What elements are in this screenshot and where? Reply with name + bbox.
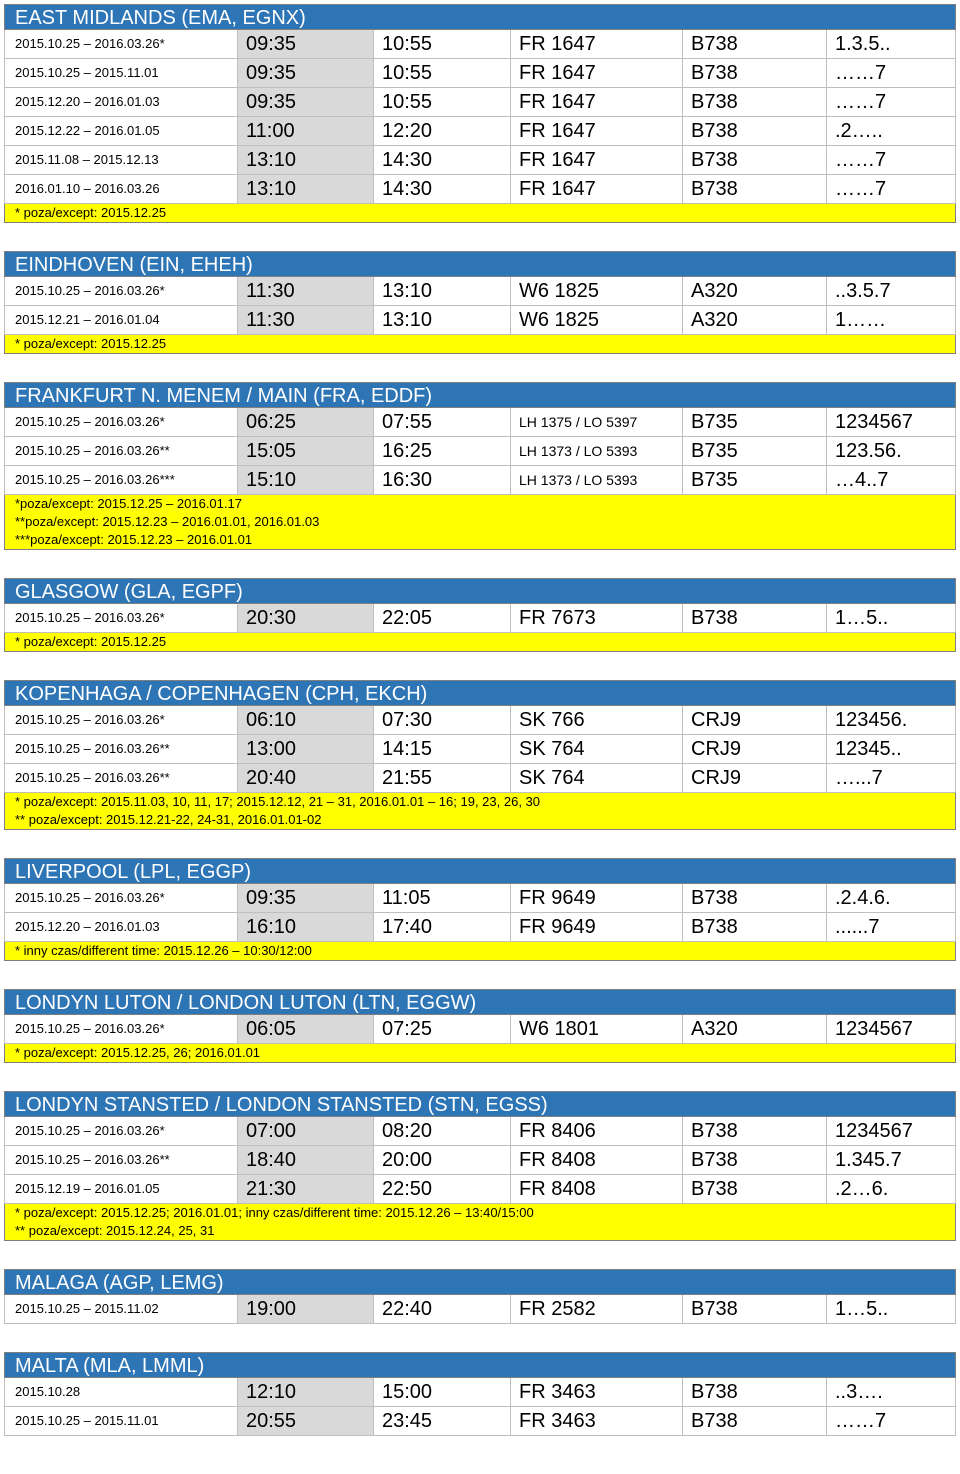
arrival-time-cell: 07:30 (374, 706, 511, 734)
flight-row (4, 764, 956, 793)
date-range-cell: 2015.10.25 – 2016.03.26* (4, 884, 238, 912)
flight-number-cell: SK 764 (511, 764, 683, 792)
flight-number-cell: LH 1375 / LO 5397 (511, 408, 683, 436)
departure-time-cell: 06:25 (238, 408, 374, 436)
aircraft-type-cell: CRJ9 (683, 706, 827, 734)
destination-section (4, 251, 956, 354)
exception-line: * poza/except: 2015.12.25; 2016.01.01; inny czas/different time: 2015.12.26 – 13:40/15:00 (15, 1205, 534, 1220)
destination-section (4, 1352, 956, 1436)
aircraft-type-cell: B738 (683, 30, 827, 58)
arrival-time-cell: 22:40 (374, 1295, 511, 1323)
arrival-time-cell: 10:55 (374, 30, 511, 58)
flight-row (4, 1378, 956, 1407)
flight-number-cell: FR 8408 (511, 1175, 683, 1203)
arrival-time-cell: 11:05 (374, 884, 511, 912)
flight-row (4, 1015, 956, 1044)
operating-days-cell: ......7 (827, 913, 956, 941)
arrival-time-cell: 22:05 (374, 604, 511, 632)
date-range-cell: 2015.10.25 – 2015.11.02 (4, 1295, 238, 1323)
arrival-time-cell: 10:55 (374, 88, 511, 116)
flight-number-cell: FR 1647 (511, 30, 683, 58)
operating-days-cell: 123.56. (827, 437, 956, 465)
destination-section (4, 858, 956, 961)
arrival-time-cell: 10:55 (374, 59, 511, 87)
arrival-time-cell: 08:20 (374, 1117, 511, 1145)
aircraft-type-cell: B738 (683, 88, 827, 116)
arrival-time-cell: 13:10 (374, 277, 511, 305)
departure-time-cell: 11:30 (238, 306, 374, 334)
flight-number-cell: FR 1647 (511, 175, 683, 203)
exception-line: * poza/except: 2015.12.25, 26; 2016.01.01 (15, 1045, 261, 1060)
aircraft-type-cell: B738 (683, 117, 827, 145)
date-range-cell: 2015.12.19 – 2016.01.05 (4, 1175, 238, 1203)
departure-time-cell: 06:10 (238, 706, 374, 734)
aircraft-type-cell: B738 (683, 146, 827, 174)
operating-days-cell: .2.4.6. (827, 884, 956, 912)
destination-header: EAST MIDLANDS (EMA, EGNX) (4, 4, 956, 30)
flight-number-cell: FR 1647 (511, 88, 683, 116)
departure-time-cell: 20:30 (238, 604, 374, 632)
flight-number-cell: FR 8408 (511, 1146, 683, 1174)
flight-number-cell: FR 9649 (511, 913, 683, 941)
date-range-cell: 2015.10.25 – 2016.03.26* (4, 408, 238, 436)
date-range-cell: 2015.10.25 – 2016.03.26* (4, 604, 238, 632)
aircraft-type-cell: B738 (683, 913, 827, 941)
flight-row (4, 884, 956, 913)
flight-row (4, 117, 956, 146)
flight-row (4, 277, 956, 306)
aircraft-type-cell: B738 (683, 1378, 827, 1406)
flight-row (4, 408, 956, 437)
departure-time-cell: 16:10 (238, 913, 374, 941)
arrival-time-cell: 14:30 (374, 175, 511, 203)
date-range-cell: 2015.12.20 – 2016.01.03 (4, 913, 238, 941)
date-range-cell: 2015.10.25 – 2016.03.26* (4, 1117, 238, 1145)
operating-days-cell: 1…5.. (827, 1295, 956, 1323)
aircraft-type-cell: B735 (683, 466, 827, 494)
aircraft-type-cell: CRJ9 (683, 764, 827, 792)
flight-number-cell: FR 1647 (511, 59, 683, 87)
exceptions-note (4, 495, 956, 550)
aircraft-type-cell: B738 (683, 1407, 827, 1435)
flight-number-cell: LH 1373 / LO 5393 (511, 437, 683, 465)
date-range-cell: 2015.12.22 – 2016.01.05 (4, 117, 238, 145)
operating-days-cell: …4..7 (827, 466, 956, 494)
flight-number-cell: W6 1801 (511, 1015, 683, 1043)
departure-time-cell: 21:30 (238, 1175, 374, 1203)
exception-line: * inny czas/different time: 2015.12.26 – 10:30/12:00 (15, 943, 312, 958)
date-range-cell: 2015.10.25 – 2016.03.26* (4, 30, 238, 58)
exception-line: *poza/except: 2015.12.25 – 2016.01.17 (15, 496, 242, 511)
arrival-time-cell: 07:25 (374, 1015, 511, 1043)
departure-time-cell: 09:35 (238, 884, 374, 912)
arrival-time-cell: 16:30 (374, 466, 511, 494)
arrival-time-cell: 22:50 (374, 1175, 511, 1203)
aircraft-type-cell: CRJ9 (683, 735, 827, 763)
flight-row (4, 1407, 956, 1436)
arrival-time-cell: 20:00 (374, 1146, 511, 1174)
exceptions-note (4, 633, 956, 652)
flight-row (4, 706, 956, 735)
date-range-cell: 2015.10.25 – 2016.03.26** (4, 437, 238, 465)
arrival-time-cell: 15:00 (374, 1378, 511, 1406)
destination-section (4, 1091, 956, 1241)
flight-row (4, 1146, 956, 1175)
arrival-time-cell: 14:30 (374, 146, 511, 174)
flight-number-cell: W6 1825 (511, 306, 683, 334)
date-range-cell: 2016.01.10 – 2016.03.26 (4, 175, 238, 203)
operating-days-cell: ..3.5.7 (827, 277, 956, 305)
flight-row (4, 735, 956, 764)
flight-row (4, 913, 956, 942)
arrival-time-cell: 13:10 (374, 306, 511, 334)
arrival-time-cell: 12:20 (374, 117, 511, 145)
departure-time-cell: 20:55 (238, 1407, 374, 1435)
destination-section (4, 680, 956, 830)
flight-row (4, 175, 956, 204)
departure-time-cell: 12:10 (238, 1378, 374, 1406)
flight-schedule (4, 4, 956, 1464)
flight-row (4, 604, 956, 633)
operating-days-cell: 1234567 (827, 408, 956, 436)
flight-row (4, 88, 956, 117)
flight-row (4, 1175, 956, 1204)
exception-line: ** poza/except: 2015.12.24, 25, 31 (15, 1223, 215, 1238)
date-range-cell: 2015.10.25 – 2015.11.01 (4, 59, 238, 87)
exceptions-note (4, 942, 956, 961)
operating-days-cell: ……7 (827, 146, 956, 174)
arrival-time-cell: 16:25 (374, 437, 511, 465)
destination-header: LONDYN STANSTED / LONDON STANSTED (STN, EGSS) (4, 1091, 956, 1117)
flight-row (4, 1117, 956, 1146)
exception-line: ** poza/except: 2015.12.21-22, 24-31, 2016.01.01-02 (15, 812, 322, 827)
operating-days-cell: 1234567 (827, 1015, 956, 1043)
departure-time-cell: 06:05 (238, 1015, 374, 1043)
departure-time-cell: 07:00 (238, 1117, 374, 1145)
destination-header: MALTA (MLA, LMML) (4, 1352, 956, 1378)
aircraft-type-cell: B738 (683, 175, 827, 203)
flight-number-cell: SK 764 (511, 735, 683, 763)
flight-row (4, 1295, 956, 1324)
departure-time-cell: 09:35 (238, 30, 374, 58)
aircraft-type-cell: B738 (683, 604, 827, 632)
arrival-time-cell: 17:40 (374, 913, 511, 941)
aircraft-type-cell: B738 (683, 1146, 827, 1174)
operating-days-cell: 1.345.7 (827, 1146, 956, 1174)
date-range-cell: 2015.10.25 – 2016.03.26* (4, 706, 238, 734)
date-range-cell: 2015.10.25 – 2016.03.26*** (4, 466, 238, 494)
aircraft-type-cell: B738 (683, 1175, 827, 1203)
date-range-cell: 2015.10.28 (4, 1378, 238, 1406)
date-range-cell: 2015.12.20 – 2016.01.03 (4, 88, 238, 116)
operating-days-cell: ..3…. (827, 1378, 956, 1406)
date-range-cell: 2015.12.21 – 2016.01.04 (4, 306, 238, 334)
exception-line: * poza/except: 2015.12.25 (15, 634, 167, 649)
arrival-time-cell: 23:45 (374, 1407, 511, 1435)
date-range-cell: 2015.10.25 – 2016.03.26** (4, 735, 238, 763)
aircraft-type-cell: B738 (683, 59, 827, 87)
date-range-cell: 2015.11.08 – 2015.12.13 (4, 146, 238, 174)
operating-days-cell: 1…… (827, 306, 956, 334)
aircraft-type-cell: B738 (683, 1295, 827, 1323)
flight-row (4, 59, 956, 88)
exception-line: * poza/except: 2015.11.03, 10, 11, 17; 2015.12.12, 21 – 31, 2016.01.01 – 16; 19, 23, 26, 30 (15, 794, 541, 809)
flight-number-cell: FR 1647 (511, 117, 683, 145)
aircraft-type-cell: B738 (683, 1117, 827, 1145)
flight-number-cell: W6 1825 (511, 277, 683, 305)
departure-time-cell: 13:10 (238, 175, 374, 203)
exceptions-note (4, 1204, 956, 1241)
exceptions-note (4, 204, 956, 223)
arrival-time-cell: 21:55 (374, 764, 511, 792)
flight-number-cell: FR 7673 (511, 604, 683, 632)
flight-number-cell: FR 3463 (511, 1407, 683, 1435)
operating-days-cell: 1234567 (827, 1117, 956, 1145)
operating-days-cell: 12345.. (827, 735, 956, 763)
operating-days-cell: 1.3.5.. (827, 30, 956, 58)
destination-section (4, 382, 956, 550)
flight-row (4, 466, 956, 495)
operating-days-cell: ……7 (827, 1407, 956, 1435)
destination-section (4, 4, 956, 223)
departure-time-cell: 20:40 (238, 764, 374, 792)
flight-number-cell: SK 766 (511, 706, 683, 734)
operating-days-cell: …...7 (827, 764, 956, 792)
exception-line: * poza/except: 2015.12.25 (15, 336, 167, 351)
date-range-cell: 2015.10.25 – 2016.03.26** (4, 764, 238, 792)
destination-header: GLASGOW (GLA, EGPF) (4, 578, 956, 604)
aircraft-type-cell: B735 (683, 437, 827, 465)
flight-number-cell: FR 9649 (511, 884, 683, 912)
departure-time-cell: 13:10 (238, 146, 374, 174)
aircraft-type-cell: A320 (683, 277, 827, 305)
destination-header: LIVERPOOL (LPL, EGGP) (4, 858, 956, 884)
aircraft-type-cell: B738 (683, 884, 827, 912)
operating-days-cell: ……7 (827, 88, 956, 116)
operating-days-cell: 1…5.. (827, 604, 956, 632)
arrival-time-cell: 14:15 (374, 735, 511, 763)
destination-header: EINDHOVEN (EIN, EHEH) (4, 251, 956, 277)
departure-time-cell: 09:35 (238, 59, 374, 87)
operating-days-cell: 123456. (827, 706, 956, 734)
flight-number-cell: FR 8406 (511, 1117, 683, 1145)
date-range-cell: 2015.10.25 – 2016.03.26* (4, 277, 238, 305)
destination-header: KOPENHAGA / COPENHAGEN (CPH, EKCH) (4, 680, 956, 706)
departure-time-cell: 11:30 (238, 277, 374, 305)
destination-header: MALAGA (AGP, LEMG) (4, 1269, 956, 1295)
destination-header: LONDYN LUTON / LONDON LUTON (LTN, EGGW) (4, 989, 956, 1015)
operating-days-cell: .2…6. (827, 1175, 956, 1203)
flight-number-cell: FR 2582 (511, 1295, 683, 1323)
exceptions-note (4, 1044, 956, 1063)
date-range-cell: 2015.10.25 – 2015.11.01 (4, 1407, 238, 1435)
aircraft-type-cell: B735 (683, 408, 827, 436)
flight-row (4, 30, 956, 59)
departure-time-cell: 09:35 (238, 88, 374, 116)
date-range-cell: 2015.10.25 – 2016.03.26** (4, 1146, 238, 1174)
exception-line: **poza/except: 2015.12.23 – 2016.01.01, 2016.01.03 (15, 514, 320, 529)
destination-section (4, 1269, 956, 1324)
departure-time-cell: 11:00 (238, 117, 374, 145)
destination-section (4, 989, 956, 1063)
departure-time-cell: 15:05 (238, 437, 374, 465)
exception-line: ***poza/except: 2015.12.23 – 2016.01.01 (15, 532, 253, 547)
aircraft-type-cell: A320 (683, 1015, 827, 1043)
arrival-time-cell: 07:55 (374, 408, 511, 436)
operating-days-cell: ……7 (827, 175, 956, 203)
flight-row (4, 437, 956, 466)
departure-time-cell: 15:10 (238, 466, 374, 494)
flight-number-cell: FR 3463 (511, 1378, 683, 1406)
flight-row (4, 146, 956, 175)
date-range-cell: 2015.10.25 – 2016.03.26* (4, 1015, 238, 1043)
departure-time-cell: 18:40 (238, 1146, 374, 1174)
exceptions-note (4, 335, 956, 354)
flight-number-cell: LH 1373 / LO 5393 (511, 466, 683, 494)
departure-time-cell: 13:00 (238, 735, 374, 763)
operating-days-cell: ……7 (827, 59, 956, 87)
exceptions-note (4, 793, 956, 830)
destination-section (4, 578, 956, 652)
aircraft-type-cell: A320 (683, 306, 827, 334)
exception-line: * poza/except: 2015.12.25 (15, 205, 167, 220)
departure-time-cell: 19:00 (238, 1295, 374, 1323)
flight-number-cell: FR 1647 (511, 146, 683, 174)
destination-header: FRANKFURT N. MENEM / MAIN (FRA, EDDF) (4, 382, 956, 408)
operating-days-cell: .2….. (827, 117, 956, 145)
flight-row (4, 306, 956, 335)
